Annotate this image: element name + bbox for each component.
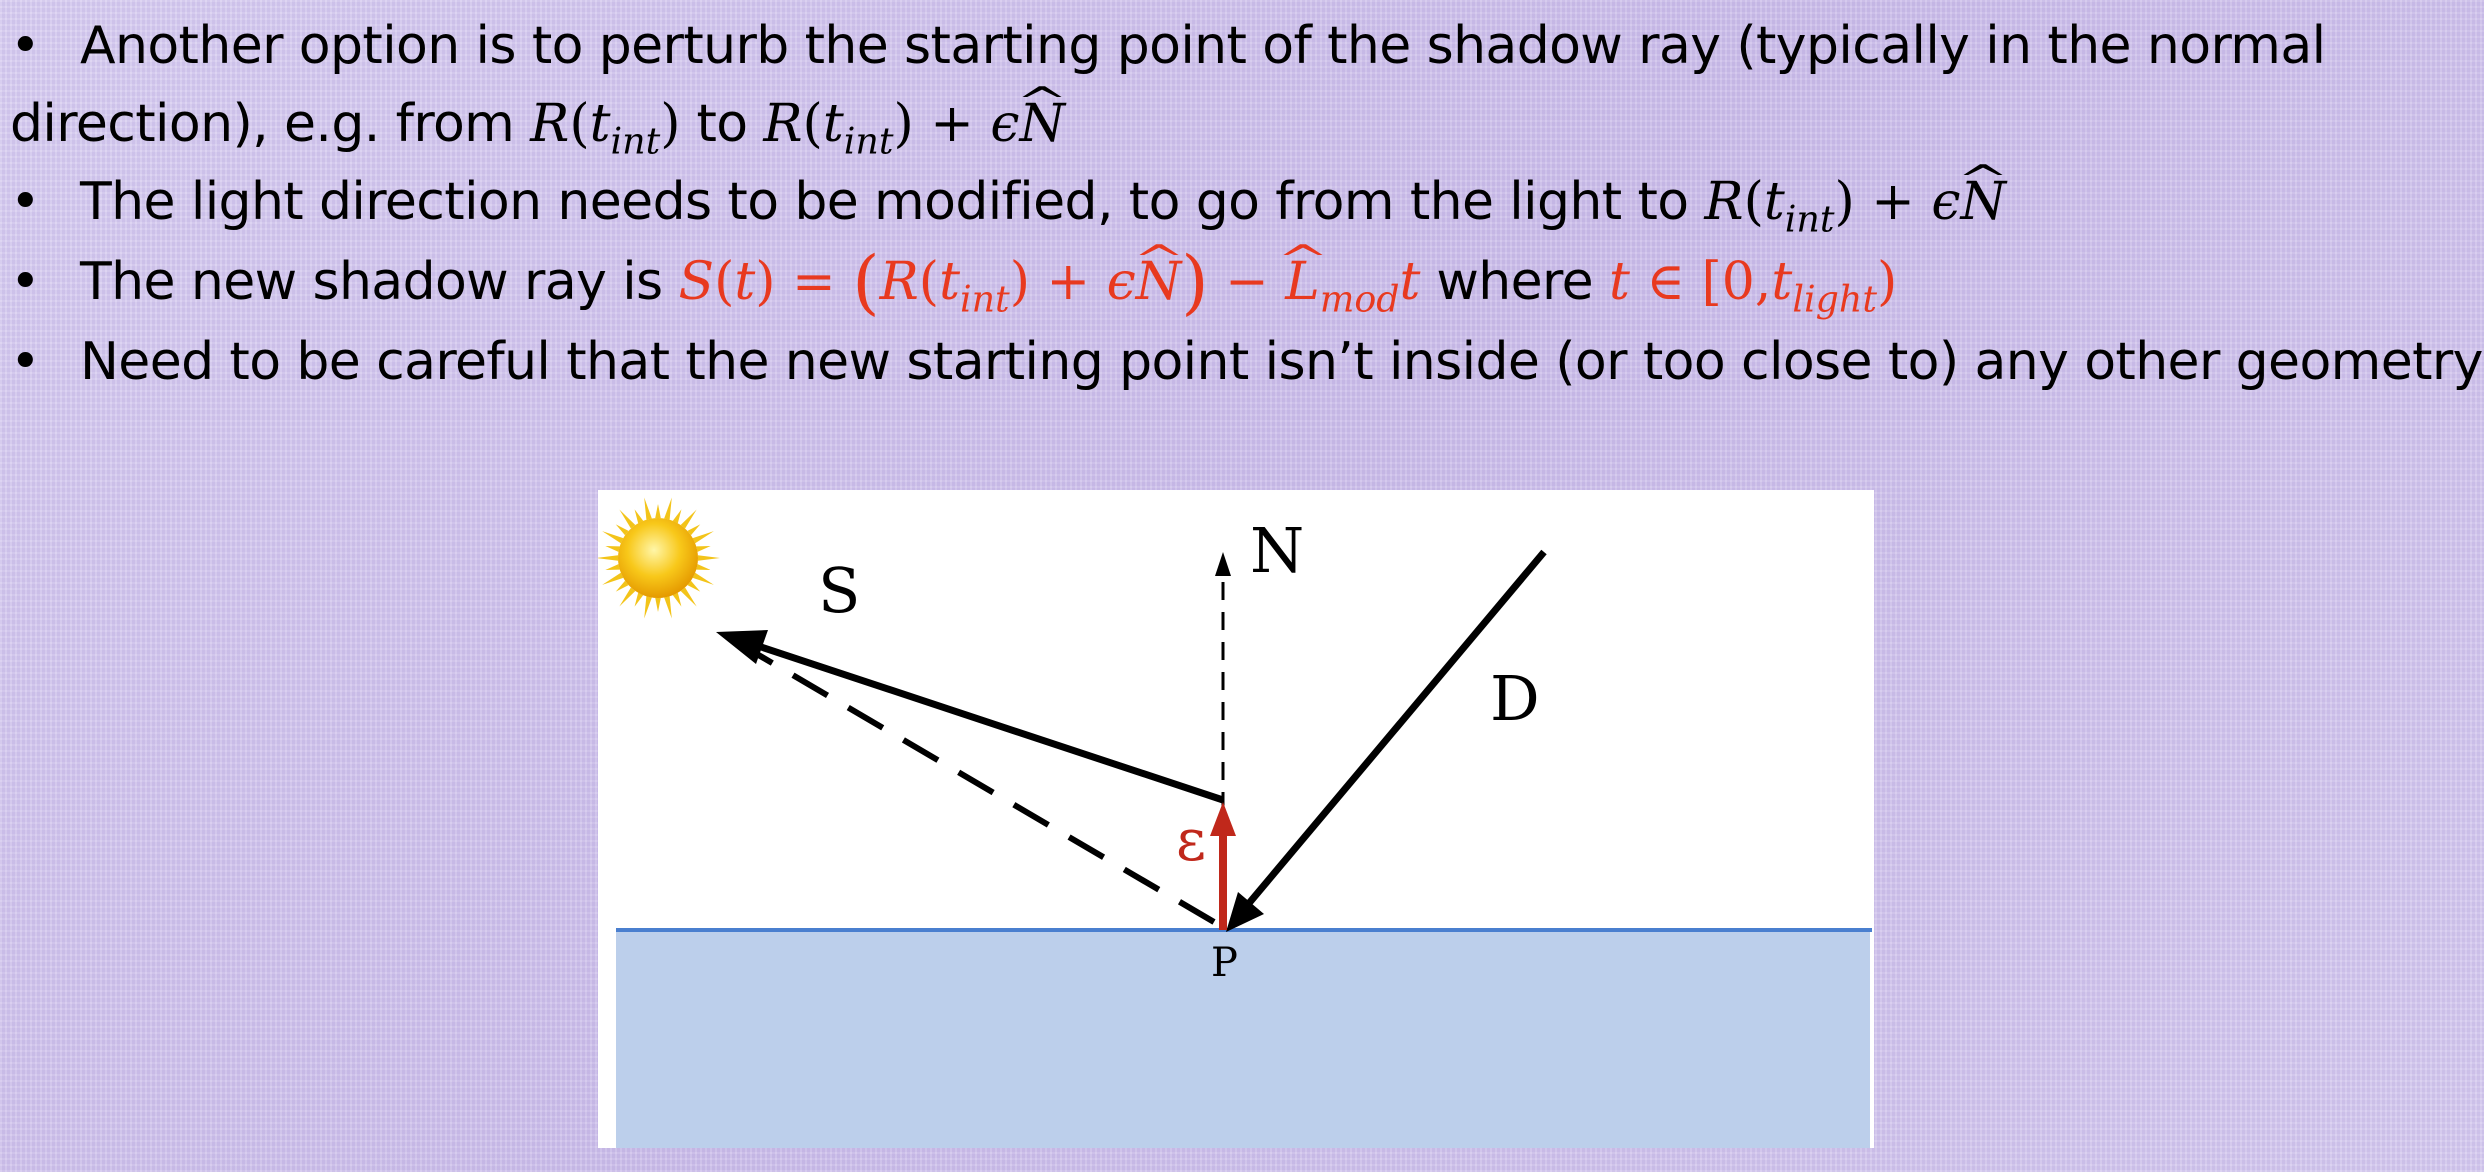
math-symbol: R — [763, 94, 803, 154]
sun-core — [618, 518, 698, 598]
math-operator: + — [1029, 252, 1107, 312]
math-operator: = — [775, 252, 853, 312]
math-subscript: light — [1792, 277, 1877, 321]
equation-perturbed-point: $R(t_{int})$ + ϵ^ N — [763, 94, 1065, 154]
surface — [616, 930, 1870, 1148]
bullet-4-text: Need to be careful that the new starting point isn’t inside (or too close to) any other geometry — [80, 332, 2483, 392]
math-symbol: t — [1609, 252, 1630, 312]
equation-shadow-ray: $S(t) = (R(t_{int})$ + ϵ^ N) − ^ $L_{mod}t$ — [678, 252, 1420, 312]
diagram-canvas — [598, 490, 1874, 1148]
math-operator: + — [913, 94, 991, 154]
math-symbol: t — [1771, 252, 1793, 312]
math-symbol: S — [678, 252, 715, 312]
bullet-2 — [0, 170, 2007, 241]
math-symbol: ϵ — [1106, 252, 1136, 312]
equation-r-t-int: $R(t_{int})$ — [530, 94, 681, 163]
equation-perturbed-point: $R(t_{int})$ + ϵ^ N — [1704, 172, 2006, 232]
math-operator: − — [1208, 252, 1286, 312]
math-subscript: int — [959, 277, 1010, 321]
label-s: S — [818, 554, 861, 627]
bullet-1-line-1 — [0, 14, 2325, 78]
math-symbol: R — [879, 252, 919, 312]
math-normal-hat: ^ N — [1020, 92, 1066, 156]
bullet-1-text: Another option is to perturb the starting point of the shadow ray (typically in the normal — [80, 16, 2326, 76]
math-symbol: t — [1763, 172, 1785, 232]
bullet-marker: • — [10, 252, 41, 312]
math-light-hat: ^ L — [1285, 250, 1320, 314]
math-symbol: t — [734, 252, 756, 312]
bullet-1-line-2 — [10, 92, 1066, 163]
bullet-2-text: The light direction needs to be modified, to go from the light to — [80, 172, 1705, 232]
bullet-3-text-where: where — [1420, 252, 1610, 312]
label-n: N — [1250, 514, 1305, 587]
math-subscript: int — [1784, 197, 1835, 241]
math-symbol: t — [589, 94, 611, 154]
math-normal-hat: ^ N — [1961, 170, 2007, 234]
math-symbol: t — [822, 94, 844, 154]
label-p: P — [1211, 940, 1238, 986]
math-subscript: int — [610, 119, 661, 163]
bullet-3-text: The new shadow ray is — [80, 252, 679, 312]
math-subscript: mod — [1319, 277, 1400, 321]
bullet-4 — [0, 330, 2483, 394]
shadow-ray-diagram — [598, 490, 1874, 1148]
math-symbol: 0, — [1721, 252, 1772, 312]
math-symbol: R — [1704, 172, 1744, 232]
math-symbol: t — [939, 252, 960, 312]
math-subscript: int — [843, 119, 894, 163]
bullet-marker: • — [10, 172, 41, 232]
math-operator: + — [1854, 172, 1932, 232]
math-symbol: ϵ — [990, 94, 1020, 154]
label-epsilon: ε — [1176, 806, 1207, 874]
bullet-marker: • — [10, 16, 41, 76]
math-normal-hat: ^ N — [1136, 250, 1182, 314]
math-operator: ∈ — [1629, 252, 1702, 312]
bullet-1-text-continued: direction), e.g. from — [10, 94, 531, 154]
bullet-1-text-to: to — [680, 94, 764, 154]
bullet-marker: • — [10, 332, 41, 392]
label-d: D — [1490, 662, 1540, 735]
equation-t-range: t ∈ $[0,t_{light})$ — [1609, 252, 1898, 321]
math-symbol: t — [1399, 252, 1421, 312]
bullet-3 — [0, 241, 1898, 324]
math-symbol: R — [530, 94, 570, 154]
math-symbol: ϵ — [1931, 172, 1961, 232]
